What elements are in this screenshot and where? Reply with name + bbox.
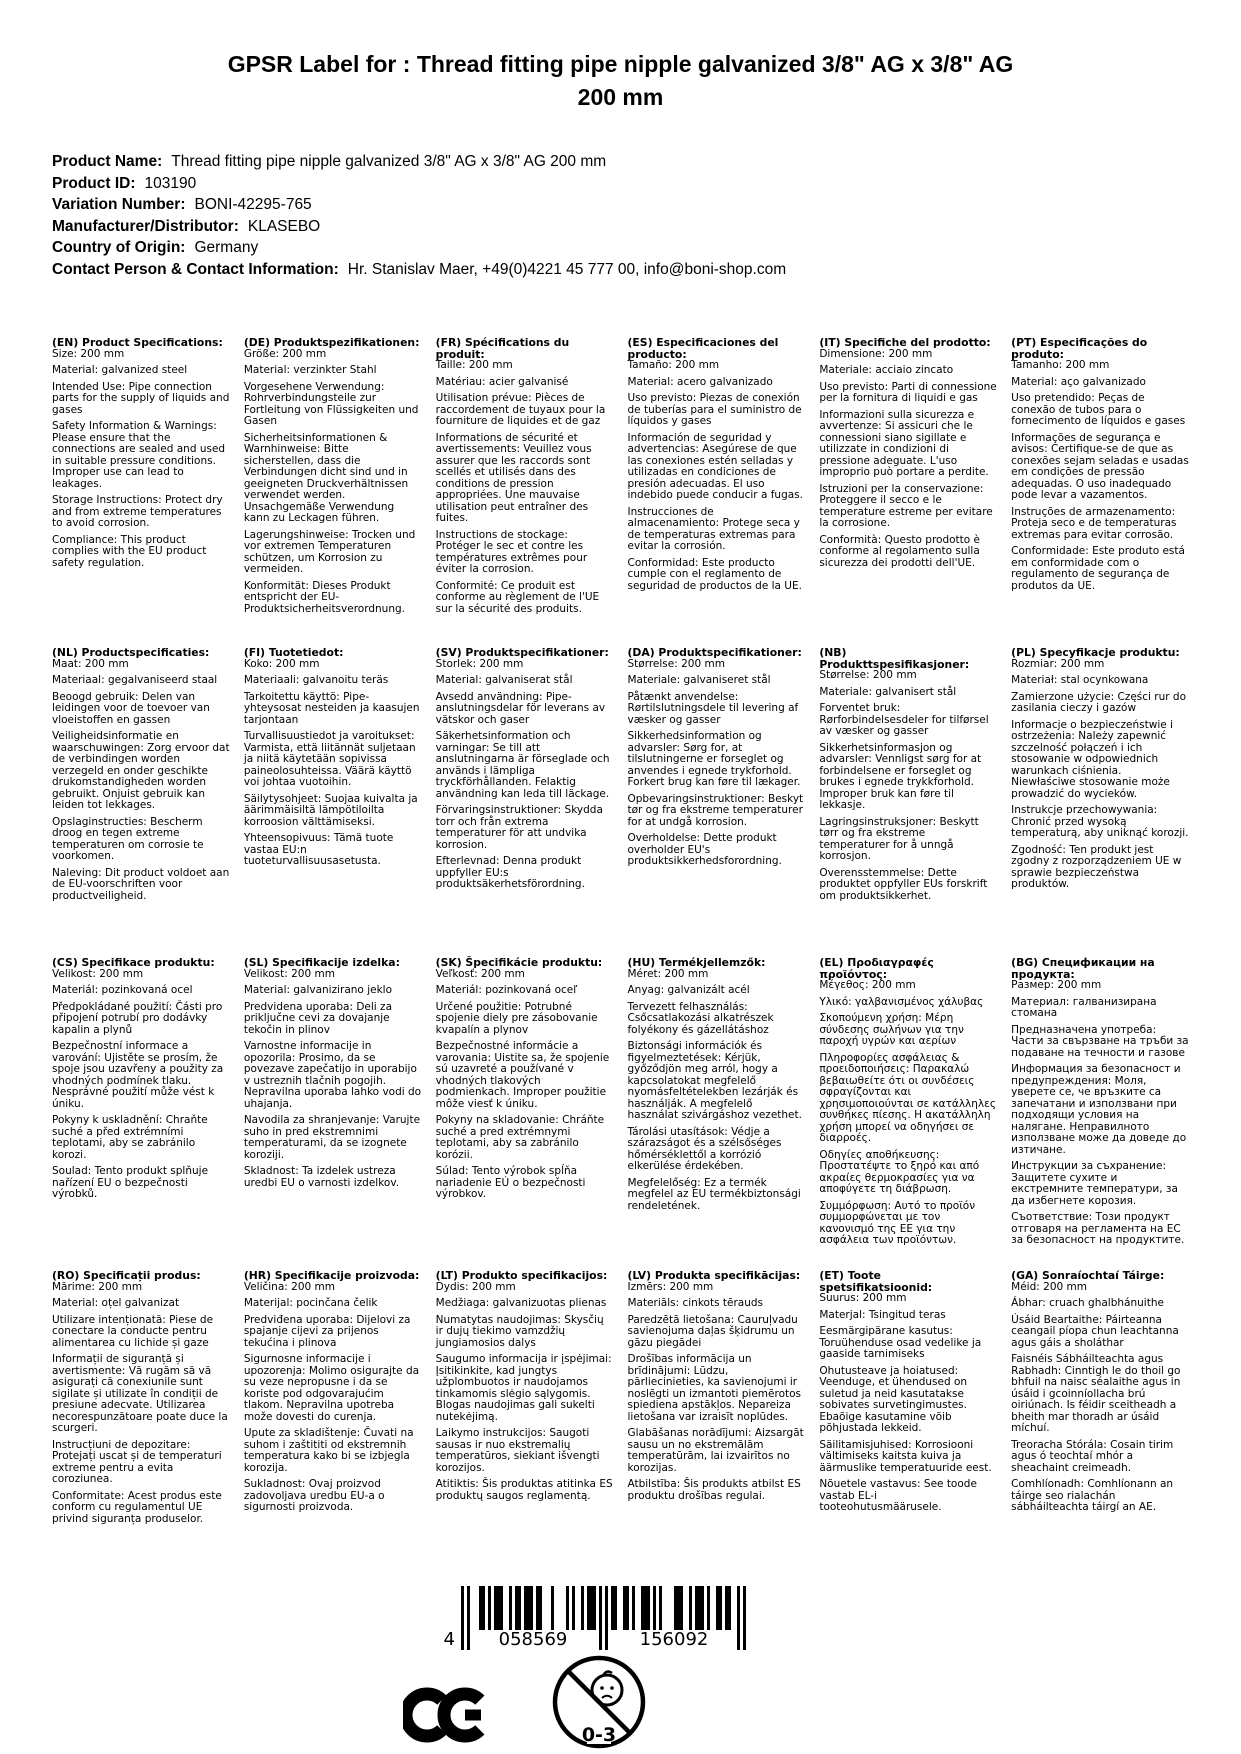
product-info-row [52, 173, 1189, 195]
spec-paragraph: Materiale: galvaniseret stål [627, 674, 771, 687]
specs-grid [52, 337, 1189, 1525]
spec-heading: (RO) Specificații produs: [52, 1269, 201, 1283]
spec-cell-lt [436, 1270, 614, 1525]
spec-paragraph: Upute za skladištenje: Čuvati na suhom i zaštititi od ekstremnih temperatura kako bi se izbjegla korozija. [243, 1427, 414, 1474]
spec-paragraph: Materiale: galvanisert stål [819, 685, 957, 698]
spec-heading: (HU) Termékjellemzők: [627, 956, 766, 970]
spec-paragraph: Tamanho: 200 mm [1011, 359, 1110, 372]
spec-paragraph: Istruzioni per la conservazione: Proteggere il secco e le temperature estreme per evitare la corrosione. [819, 482, 993, 530]
product-info-label: Manufacturer/Distributor: [52, 217, 239, 235]
spec-paragraph: Säilitamisjuhised: Korrosiooni vältimiseks kaitsta kuiva ja äärmuslike temperatuuride eest. [819, 1438, 992, 1474]
spec-paragraph: Informations de sécurité et avertissements: Veuillez vous assurer que les raccords sont scellés et utilisés dans des conditions de pression appropriées. Une mauvaise utilisation peut entraîner des fuites. [435, 431, 592, 525]
spec-paragraph: Sukladnost: Ovaj proizvod zadovoljava uredbu EU-a o sigurnosti proizvoda. [243, 1478, 385, 1514]
spec-paragraph: Laikymo instrukcijos: Saugoti sausas ir nuo ekstremalių temperatūros, siekiant išvengti korozijos. [435, 1427, 600, 1474]
spec-cell-pt [1011, 337, 1189, 647]
spec-paragraph: Materiaali: galvanoitu teräs [243, 674, 389, 687]
spec-cell-hr [244, 1270, 422, 1525]
spec-paragraph: Tamaño: 200 mm [627, 359, 720, 372]
spec-paragraph: Bezpečnostné informácie a varovania: Uistite sa, že spojenie sú uzavreté a používané v vhodných tlakových podmienkach. Improper použitie môže viesť k úniku. [435, 1040, 610, 1110]
spec-heading: (CS) Specifikace produktu: [52, 956, 215, 970]
spec-paragraph: Instrucciones de almacenamiento: Protege seca y de temperaturas extremas para evitar la corrosión. [627, 505, 800, 553]
spec-cell-hu [627, 957, 805, 1270]
spec-paragraph: Saugumo informacija ir įspėjimai: Įsitikinkite, kad jungtys užplombuotos ir naudojamos tinkamomis slėgio sąlygomis. Blogas naudojimas gali sukelti nutekėjimą. [435, 1353, 612, 1423]
spec-cell-sl [244, 957, 422, 1270]
spec-paragraph: Atbilstība: Šis produkts atbilst ES produktu drošības regulai. [627, 1478, 801, 1502]
spec-paragraph: Faisnéis Sábháilteachta agus Rabhadh: Cinntigh le do thoil go bhfuil na naisc séalaithe agus in úsáid i gcoinníollacha brú oiriúnach. Is féidir sceitheadh a bheith mar thoradh ar úsáid míchuí. [1011, 1353, 1181, 1435]
spec-cell-es [627, 337, 805, 647]
spec-heading: (SL) Specifikacije izdelka: [243, 956, 400, 970]
spec-heading: (EL) Προδιαγραφές προϊόντος: [819, 956, 934, 981]
spec-paragraph: Predviđena uporaba: Dijelovi za spajanje cijevi za prijenos tekućina i plinova [243, 1313, 411, 1349]
spec-paragraph: Material: aço galvanizado [1011, 375, 1146, 388]
age-warning-icon [551, 1652, 647, 1752]
spec-paragraph: Informații de siguranță și avertismente: Vă rugăm să vă asigurați că conexiunile sunt sigilate și utilizate în condiții de presiune adecvate. Utilizarea necorespunzătoare poate duce la scurgeri. [52, 1353, 228, 1435]
spec-paragraph: Material: oțel galvanizat [52, 1297, 180, 1310]
spec-paragraph: Размер: 200 mm [1011, 979, 1102, 992]
spec-paragraph: Dydis: 200 mm [435, 1280, 516, 1293]
spec-paragraph: Veličina: 200 mm [243, 1280, 335, 1293]
spec-paragraph: Material: verzinkter Stahl [243, 364, 377, 377]
spec-paragraph: Avsedd användning: Pipe-anslutningsdelar för leverans av vätskor och gaser [435, 690, 606, 726]
spec-heading: (SK) Špecifikácie produktu: [435, 956, 603, 970]
spec-paragraph: Megfelelőség: Ez a termék megfelel az EU termékbiztonsági rendeletének. [627, 1176, 801, 1212]
spec-cell-en [52, 337, 230, 647]
spec-paragraph: Информация за безопасност и предупреждения: Моля, уверете се, че връзките са запечатани и използвани при подходящи условия на налягане. Неправилното използване може да доведе до изтичане. [1011, 1063, 1187, 1156]
spec-paragraph: Nõuetele vastavus: See toode vastab EL-i tooteohutusmäärusele. [819, 1478, 977, 1514]
product-info-row [52, 194, 1189, 216]
spec-paragraph: Biztonsági információk és figyelmeztetések: Kérjük, győződjön meg arról, hogy a kapcsolatokat megfelelő nyomásfeltételekben lezárják és használják. A megfelelő használat szivárgáshoz vezethet. [627, 1040, 802, 1122]
spec-paragraph: Instructions de stockage: Protéger le sec et contre les températures extrêmes pour éviter la corrosion. [435, 528, 588, 576]
spec-paragraph: Maat: 200 mm [52, 657, 129, 670]
spec-paragraph: Größe: 200 mm [243, 347, 327, 360]
spec-paragraph: Glabāšanas norādījumi: Aizsargāt sausu un no ekstremālām temperatūrām, lai izvairītos no korozijas. [627, 1427, 804, 1474]
spec-paragraph: Mărime: 200 mm [52, 1280, 143, 1293]
spec-cell-fi [244, 647, 422, 957]
product-info-value: Hr. Stanislav Maer, +49(0)4221 45 777 00, info@boni-shop.com [347, 260, 787, 278]
spec-paragraph: Drošības informācija un brīdinājumi: Lūdzu, pārliecinieties, ka savienojumi ir noslēgti un izmantoti piemērotos spiediena apstākļos. Nepareiza lietošana var izraisīt noplūdes. [627, 1353, 802, 1423]
spec-paragraph: Informações de segurança e avisos: Certifique-se de que as conexões sejam seladas e usadas em condições de pressão adequadas. O uso inadequado pode levar a vazamentos. [1011, 431, 1189, 502]
spec-paragraph: Forventet bruk: Rørforbindelsesdeler for tilførsel av væsker og gasser [819, 702, 989, 738]
spec-cell-da [627, 647, 805, 957]
spec-paragraph: Lagerungshinweise: Trocken und vor extremen Temperaturen schützen, um Korrosion zu vermeiden. [243, 528, 416, 576]
spec-heading: (LT) Produkto specifikacijos: [435, 1269, 608, 1283]
product-info [52, 151, 1189, 280]
spec-paragraph: Uso previsto: Piezas de conexión de tuberías para el suministro de líquidos y gases [627, 392, 802, 428]
spec-paragraph: Efterlevnad: Denna produkt uppfyller EU:s produktsäkerhetsförordning. [435, 855, 585, 891]
spec-paragraph: Инструкции за съхранение: Защитете сухите и екстремните температури, за да избегнете корозия. [1011, 1160, 1178, 1207]
spec-paragraph: Informazioni sulla sicurezza e avvertenze: Si assicuri che le connessioni siano sigillate e utilizzate in condizioni di pressione adeguate. L'uso improprio può portare a perdite. [819, 408, 989, 479]
spec-paragraph: Μέγεθος: 200 mm [819, 979, 916, 992]
spec-paragraph: Materijal: pocinčana čelik [243, 1297, 378, 1310]
spec-paragraph: Méid: 200 mm [1011, 1280, 1087, 1293]
spec-paragraph: Veiligheidsinformatie en waarschuwingen: Zorg ervoor dat de verbindingen worden verzegeld en onder geschikte drukomstandigheden worden gebruikt. Onjuist gebruik kan leiden tot lekkages. [52, 730, 230, 812]
spec-paragraph: Størrelse: 200 mm [819, 669, 917, 682]
spec-paragraph: Utilizare intenționată: Piese de conectare la conducte pentru alimentarea cu lichide și gaze [52, 1313, 214, 1349]
spec-paragraph: Información de seguridad y advertencias: Asegúrese de que las conexiones estén selladas y utilizadas en condiciones de presión adecuadas. El uso indebido puede conducir a fugas. [627, 431, 803, 502]
product-info-value: Thread fitting pipe nipple galvanized 3/8" AG x 3/8" AG 200 mm [171, 153, 607, 171]
spec-paragraph: Size: 200 mm [52, 347, 125, 360]
spec-paragraph: Zamierzone użycie: Części rur do zasilania cieczy i gazów [1011, 690, 1187, 715]
spec-paragraph: Säkerhetsinformation och varningar: Se till att anslutningarna är förseglade och används i lämpliga tryckförhållanden. Felaktig användning kan leda till läckage. [435, 730, 610, 800]
spec-paragraph: Materjal: Tsingitud teras [819, 1308, 946, 1321]
spec-heading: (DA) Produktspecifikationer: [627, 646, 802, 660]
spec-paragraph: Zgodność: Ten produkt jest zgodny z rozporządzeniem UE w sprawie bezpieczeństwa produktów. [1011, 843, 1182, 891]
spec-paragraph: Съответствие: Този продукт отговаря на регламента на ЕС за безопасност на продуктите. [1011, 1211, 1185, 1247]
spec-paragraph: Navodila za shranjevanje: Varujte suho in pred ekstremnimi temperaturami, da se izognete koroziji. [243, 1114, 421, 1161]
spec-paragraph: Turvallisuustiedot ja varoitukset: Varmista, että liitännät suljetaan ja niitä käytetään sopivissa paineolosuhteissa. Väärä käyttö voi johtaa vuotoihin. [243, 730, 416, 789]
spec-cell-it [819, 337, 997, 647]
page-title: GPSR Label for : Thread fitting pipe nipple galvanized 3/8" AG x 3/8" AG 200 mm [227, 51, 1014, 110]
spec-paragraph: Izmērs: 200 mm [627, 1280, 714, 1293]
spec-paragraph: Συμμόρφωση: Αυτό το προϊόν συμμορφώνεται με τον κανονισμό της ΕΕ για την ασφάλεια των προϊόντων. [819, 1199, 976, 1247]
spec-cell-sk [436, 957, 614, 1270]
product-info-value: Germany [194, 239, 259, 257]
spec-heading: (IT) Specifiche del prodotto: [819, 336, 991, 350]
spec-heading: (FI) Tuotetiedot: [243, 646, 344, 660]
spec-paragraph: Storlek: 200 mm [435, 657, 524, 670]
spec-paragraph: Påtænkt anvendelse: Rørtilslutningsdele til levering af væsker og gasser [627, 690, 799, 726]
spec-paragraph: Paredzētā lietošana: Cauruļvadu savienojuma daļas šķidrumu un gāzu piegādei [627, 1313, 798, 1349]
baby-face-icon [592, 1675, 622, 1705]
spec-paragraph: Material: galvanizirano jeklo [243, 984, 392, 997]
spec-cell-lv [627, 1270, 805, 1525]
product-info-label: Product Name: [52, 153, 163, 171]
spec-cell-pl [1011, 647, 1189, 957]
spec-paragraph: Conformidad: Este producto cumple con el reglamento de seguridad de productos de la UE. [627, 556, 802, 592]
spec-paragraph: Eesmärgipärane kasutus: Toruühenduse osad vedelike ja gaaside tarnimiseks [819, 1325, 982, 1361]
spec-paragraph: Materiał: stal ocynkowana [1011, 674, 1149, 687]
spec-paragraph: Предназначена употреба: Части за свързване на тръби за подаване на течности и газове [1011, 1023, 1189, 1059]
spec-paragraph: Numatytas naudojimas: Skysčių ir dujų tiekimo vamzdžių jungiamosios dalys [435, 1313, 604, 1349]
spec-paragraph: Uso previsto: Parti di connessione per la fornitura di liquidi e gas [819, 380, 997, 405]
spec-paragraph: Overholdelse: Dette produkt overholder EU's produktsikkerhedsforordning. [627, 832, 782, 868]
spec-heading: (PL) Specyfikacje produktu: [1011, 646, 1180, 660]
age-warning-label: 0-3 [581, 1724, 617, 1746]
spec-paragraph: Medžiaga: galvanizuotas plienas [435, 1297, 607, 1310]
spec-paragraph: Safety Information & Warnings: Please ensure that the connections are sealed and used in suitable pressure conditions. Improper use can lead to leakages. [52, 420, 226, 490]
spec-paragraph: Lagringsinstruksjoner: Beskytt tørr og fra ekstreme temperaturer for å unngå korrosjon. [819, 815, 979, 863]
spec-paragraph: Conformité: Ce produit est conforme au règlement de l'UE sur la sécurité des produits. [435, 579, 600, 615]
spec-heading: (EN) Product Specifications: [52, 336, 223, 350]
spec-paragraph: Sikkerhedsinformation og advarsler: Sørg for, at tilslutningerne er forseglet og anvendes i egnede trykforhold. Forkert brug kan føre til lækager. [627, 730, 801, 789]
spec-paragraph: Σκοπούμενη χρήση: Μέρη σύνδεσης σωλήνων για την παροχή υγρών και αερίων [819, 1012, 964, 1048]
spec-cell-el [819, 957, 997, 1270]
product-info-label: Country of Origin: [52, 239, 186, 257]
spec-paragraph: Ohutusteave ja hoiatused: Veenduge, et ühendused on suletud ja neid kasutatakse sobivates survetingimustes. Ebaõige kasutamine võib põhjustada lekkeid. [819, 1364, 968, 1435]
spec-paragraph: Velikost: 200 mm [243, 967, 335, 980]
spec-paragraph: Predvidena uporaba: Deli za priključne cevi za dovajanje tekočin in plinov [243, 1000, 393, 1036]
spec-paragraph: Материал: галванизирана стомана [1011, 995, 1157, 1020]
spec-paragraph: Intended Use: Pipe connection parts for the supply of liquids and gases [52, 380, 230, 416]
spec-paragraph: Sicherheitsinformationen & Warnhinweise: Bitte sicherstellen, dass die Verbindungen dicht sind und in geeigneten Druckverhältnissen verwendet werden. Unsachgemäße Verwendung kann zu Leckagen führen. [243, 431, 409, 525]
spec-heading: (PT) Especificações do produto: [1011, 336, 1148, 361]
spec-heading: (BG) Спецификации на продукта: [1011, 956, 1155, 981]
spec-cell-de [244, 337, 422, 647]
spec-paragraph: Compliance: This product complies with the EU product safety regulation. [52, 533, 207, 569]
spec-paragraph: Instrucțiuni de depozitare: Protejați uscat și de temperaturi extreme pentru a evita coroziunea. [52, 1438, 222, 1486]
spec-paragraph: Anyag: galvanizált acél [627, 984, 750, 997]
spec-cell-cs [52, 957, 230, 1270]
product-info-row [52, 151, 1189, 173]
spec-paragraph: Koko: 200 mm [243, 657, 320, 670]
spec-paragraph: Materiāls: cinkots tērauds [627, 1297, 764, 1310]
spec-paragraph: Suurus: 200 mm [819, 1292, 907, 1305]
spec-paragraph: Materiál: pozinkovaná ocel [52, 984, 193, 997]
spec-heading: (NB) Produkttspesifikasjoner: [819, 646, 970, 671]
spec-paragraph: Rozmiar: 200 mm [1011, 657, 1105, 670]
spec-cell-ga [1011, 1270, 1189, 1525]
product-info-label: Contact Person & Contact Information: [52, 260, 339, 278]
spec-paragraph: Opslaginstructies: Bescherm droog en tegen extreme temperaturen om corrosie te voorkomen. [52, 815, 204, 863]
spec-paragraph: Instrukcje przechowywania: Chronić przed wysoką temperaturą, aby uniknąć korozji. [1011, 804, 1189, 840]
spec-paragraph: Tárolási utasítások: Védje a szárazságot és a szélsőséges hőmérséklettől a korrózió elkerülése érdekében. [627, 1125, 782, 1173]
spec-paragraph: Bezpečnostní informace a varování: Ujistěte se prosím, že spoje jsou uzavřeny a použity za vhodných podmínek tlaku. Nesprávné použití může vést k úniku. [52, 1040, 224, 1110]
spec-paragraph: Velikost: 200 mm [52, 967, 144, 980]
spec-paragraph: Opbevaringsinstruktioner: Beskyt tør og fra ekstreme temperaturer for at undgå korrosion. [627, 792, 804, 828]
spec-paragraph: Tarkoitettu käyttö: Pipe-yhteysosat nesteiden ja kaasujen tarjontaan [243, 690, 420, 726]
spec-paragraph: Súlad: Tento výrobok spĺňa nariadenie EÚ o bezpečnosti výrobkov. [435, 1165, 586, 1201]
spec-heading: (SV) Produktspecifikationer: [435, 646, 609, 660]
spec-paragraph: Materiale: acciaio zincato [819, 364, 954, 377]
spec-paragraph: Comhlíonadh: Comhlíonann an táirge seo rialachán sábháilteachta táirgí an AE. [1011, 1478, 1174, 1514]
spec-paragraph: Méret: 200 mm [627, 967, 709, 980]
product-info-label: Variation Number: [52, 196, 186, 214]
spec-paragraph: Skladnost: Ta izdelek ustreza uredbi EU o varnosti izdelkov. [243, 1165, 400, 1189]
spec-heading: (GA) Sonraíochtaí Táirge: [1011, 1269, 1165, 1283]
spec-cell-bg [1011, 957, 1189, 1270]
spec-paragraph: Pokyny k uskladnění: Chraňte suché a před extrémními teplotami, aby se zabránilo korozi. [52, 1114, 208, 1161]
ce-mark-icon [403, 1684, 487, 1746]
spec-paragraph: Πληροφορίες ασφάλειας & προειδοποιήσεις: Παρακαλώ βεβαιωθείτε ότι οι συνδέσεις σφραγίζονται και χρησιμοποιούνται σε κατάλληλες συνθήκες πίεσης. Η ακατάλληλη χρήση μπορεί να οδηγήσει σε διαρροές. [819, 1051, 996, 1145]
spec-paragraph: Conformitate: Acest produs este conform cu regulamentul UE privind siguranța produselor. [52, 1489, 222, 1525]
spec-paragraph: Material: galvaniserat stål [435, 674, 573, 687]
spec-paragraph: Varnostne informacije in opozorila: Prosimo, da se povezave zapečatijo in uporabijo v ustreznih tlačnih pogojih. Nepravilna uporaba lahko vodi do uhajanja. [243, 1040, 422, 1110]
product-info-label: Product ID: [52, 174, 136, 192]
spec-paragraph: Säilytysohjeet: Suojaa kuivalta ja äärimmäisiltä lämpötiloilta korroosion välttämiseksi. [243, 792, 418, 828]
product-info-row [52, 237, 1189, 259]
spec-paragraph: Matériau: acier galvanisé [435, 375, 569, 388]
spec-cell-nl [52, 647, 230, 957]
barcode [425, 1586, 747, 1652]
product-info-row [52, 259, 1189, 281]
spec-paragraph: Dimensione: 200 mm [819, 347, 933, 360]
spec-heading: (ES) Especificaciones del producto: [627, 336, 779, 361]
spec-paragraph: Určené použitie: Potrubné spojenie diely pre zásobovanie kvapalín a plynov [435, 1000, 598, 1036]
spec-paragraph: Υλικό: γαλβανισμένος χάλυβας [819, 995, 984, 1008]
spec-heading: (LV) Produkta specifikācijas: [627, 1269, 801, 1283]
spec-paragraph: Soulad: Tento produkt splňuje nařízení EU o bezpečnosti výrobků. [52, 1165, 209, 1201]
spec-cell-et [819, 1270, 997, 1525]
spec-paragraph: Sigurnosne informacije i upozorenja: Molimo osigurajte da su veze nepropusne i da se koriste pod odgovarajućim tlakom. Nepravilna upotreba može dovesti do curenja. [243, 1353, 420, 1423]
product-info-value: BONI-42295-765 [194, 196, 312, 214]
spec-paragraph: Οδηγίες αποθήκευσης: Προστατέψτε το ξηρό και από ακραίες θερμοκρασίες για να αποφύγετε τη διάβρωση. [819, 1148, 980, 1196]
product-info-value: KLASEBO [247, 217, 321, 235]
spec-paragraph: Størrelse: 200 mm [627, 657, 725, 670]
spec-heading: (NL) Productspecificaties: [52, 646, 210, 660]
product-info-row [52, 216, 1189, 238]
spec-cell-nb [819, 647, 997, 957]
barcode-digit-group-2: 156092 [639, 1629, 709, 1650]
spec-paragraph: Uso pretendido: Peças de conexão de tubos para o fornecimento de líquidos e gases [1011, 392, 1186, 428]
spec-paragraph: Förvaringsinstruktioner: Skydda torr och från extrema temperaturer för att undvika korrosion. [435, 804, 603, 851]
spec-paragraph: Sikkerhetsinformasjon og advarsler: Vennligst sørg for at forbindelsene er forseglet og brukes i egnede trykkforhold. Improper bruk kan føre til lekkasje. [819, 741, 982, 812]
spec-paragraph: Conformidade: Este produto está em conformidade com o regulamento de segurança de produtos da UE. [1011, 545, 1185, 592]
spec-paragraph: Utilisation prévue: Pièces de raccordement de tuyaux pour la fourniture de liquides et de gaz [435, 392, 606, 428]
spec-paragraph: Informacje o bezpieczeństwie i ostrzeżenia: Należy zapewnić szczelność połączeń i ich stosowanie w odpowiednich warunkach ciśnienia. Niewłaściwe stosowanie może prowadzić do wycieków. [1011, 718, 1173, 800]
spec-heading: (FR) Spécifications du produit: [435, 336, 570, 361]
spec-cell-sv [436, 647, 614, 957]
spec-paragraph: Pokyny na skladovanie: Chráňte suché a pred extrémnymi teplotami, aby sa zabránilo korózii. [435, 1114, 605, 1161]
spec-paragraph: Taille: 200 mm [435, 359, 513, 372]
spec-paragraph: Storage Instructions: Protect dry and from extreme temperatures to avoid corrosion. [52, 494, 223, 530]
spec-cell-fr [436, 337, 614, 647]
product-info-value: 103190 [144, 174, 197, 192]
spec-paragraph: Materiál: pozinkovaná oceľ [435, 984, 578, 997]
spec-paragraph: Tervezett felhasználás: Csőcsatlakozási alkatrészek folyékony és gázellátáshoz [627, 1000, 774, 1036]
spec-paragraph: Overensstemmelse: Dette produktet oppfyller EUs forskrift om produktsikkerhet. [819, 866, 988, 902]
spec-paragraph: Materiaal: gegalvaniseerd staal [52, 674, 218, 687]
spec-paragraph: Material: acero galvanizado [627, 375, 773, 388]
spec-paragraph: Ábhar: cruach ghalbhánuithe [1011, 1297, 1164, 1310]
spec-heading: (HR) Specifikacije proizvoda: [243, 1269, 420, 1283]
spec-paragraph: Instruções de armazenamento: Proteja seco e de temperaturas extremas para evitar corrosão. [1011, 505, 1177, 541]
spec-paragraph: Konformität: Dieses Produkt entspricht der EU-Produktsicherheitsverordnung. [243, 579, 405, 615]
barcode-digit-left: 4 [443, 1629, 455, 1650]
spec-paragraph: Předpokládané použití: Části pro připojení potrubí pro dodávky kapalin a plynů [52, 1000, 223, 1036]
barcode-digit-group-1: 058569 [498, 1629, 568, 1650]
spec-paragraph: Beoogd gebruik: Delen van leidingen voor de toevoer van vloeistoffen en gassen [52, 690, 210, 726]
spec-heading: (ET) Toote spetsifikatsioonid: [819, 1269, 933, 1294]
spec-paragraph: Treoracha Stórála: Cosain tirim agus ó teochtaí mhór a sheachaint creimeadh. [1011, 1438, 1174, 1474]
spec-heading: (DE) Produktspezifikationen: [243, 336, 420, 350]
spec-paragraph: Yhteensopivuus: Tämä tuote vastaa EU:n tuoteturvallisuusasetusta. [243, 832, 394, 868]
spec-paragraph: Veľkosť: 200 mm [435, 967, 525, 980]
spec-paragraph: Naleving: Dit product voldoet aan de EU-voorschriften voor productveiligheid. [52, 866, 230, 902]
spec-paragraph: Atitiktis: Šis produktas atitinka ES produktų saugos reglamentą. [435, 1478, 613, 1502]
spec-paragraph: Conformità: Questo prodotto è conforme al regolamento sulla sicurezza dei prodotti dell'UE. [819, 533, 981, 569]
spec-cell-ro [52, 1270, 230, 1525]
spec-paragraph: Material: galvanized steel [52, 364, 188, 377]
spec-paragraph: Vorgesehene Verwendung: Rohrverbindungsteile zur Fortleitung von Flüssigkeiten und Gasen [243, 380, 419, 428]
spec-paragraph: Úsáid Beartaithe: Páirteanna ceangail píopa chun leachtanna agus gáis a sholáthar [1011, 1313, 1179, 1349]
